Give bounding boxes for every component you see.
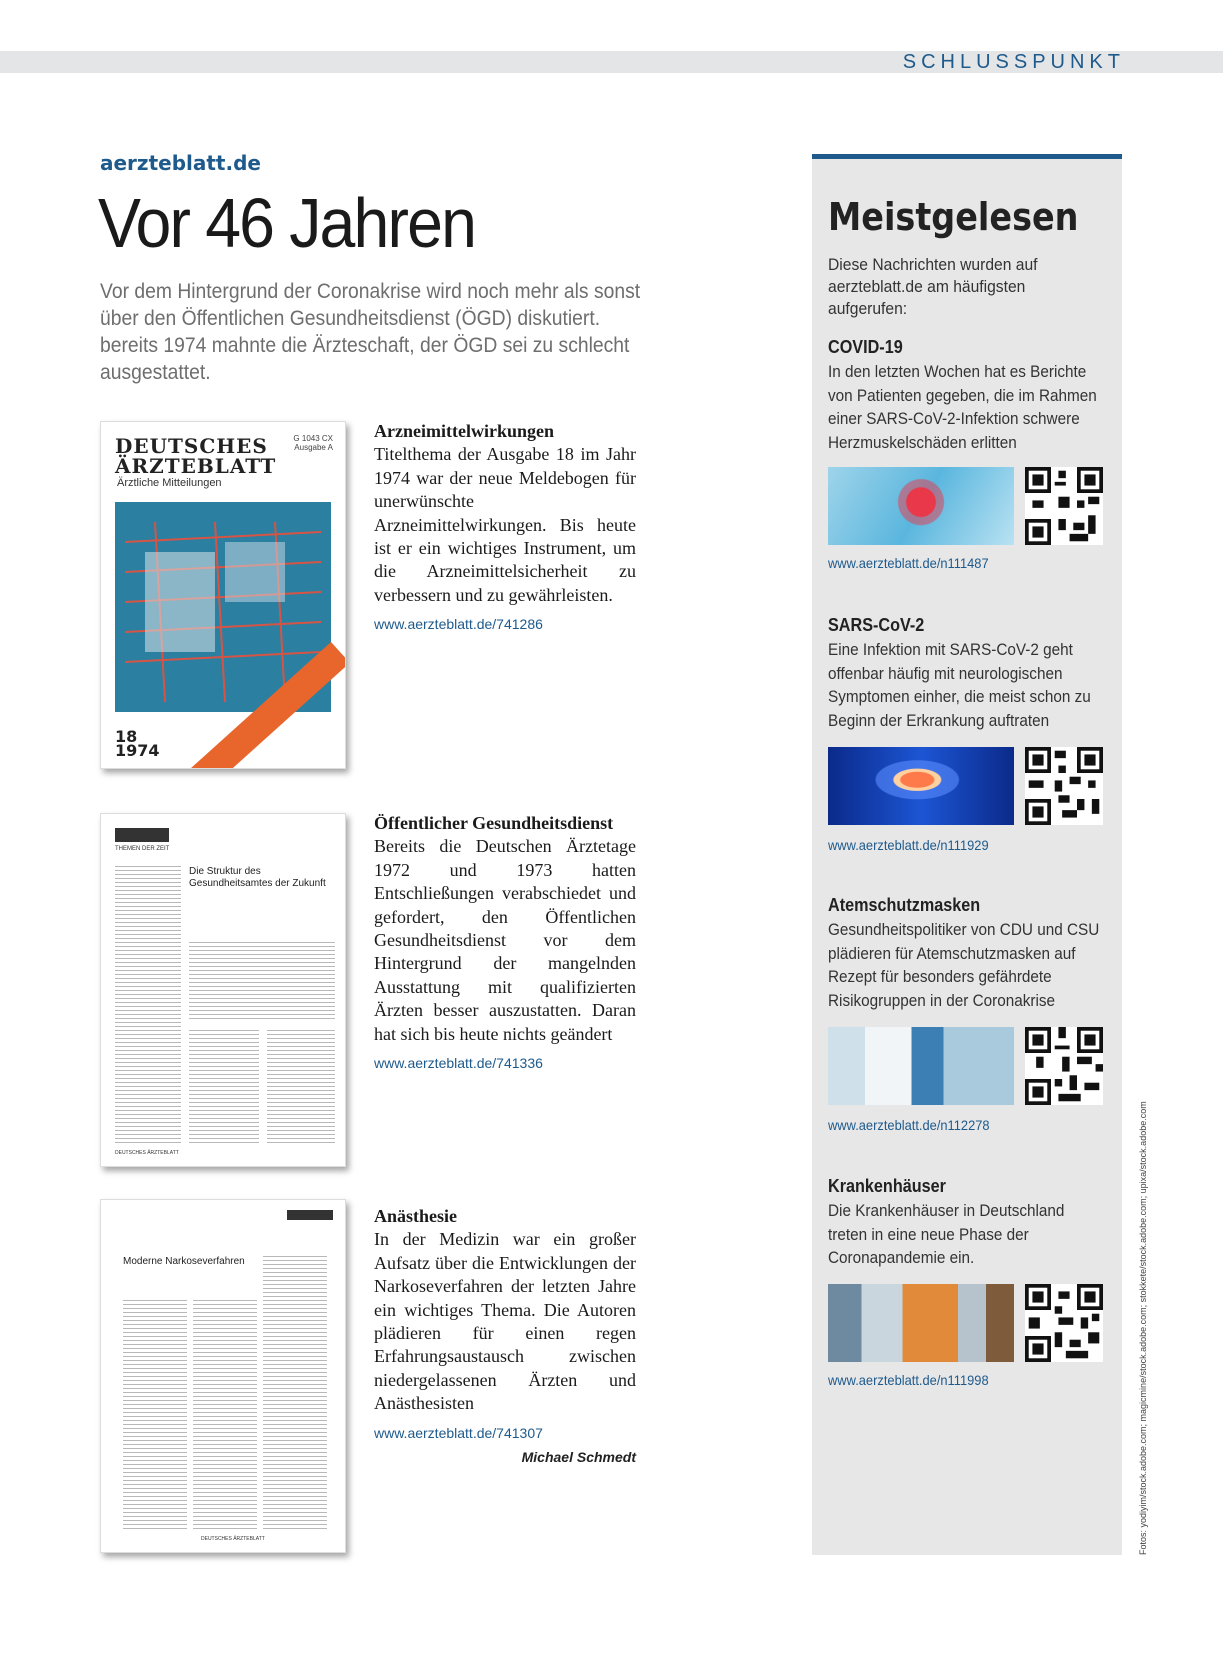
- sidebar-title: Meistgelesen: [828, 195, 1079, 239]
- page-title: Die Struktur des Gesundheitsamtes der Zukunft: [189, 866, 326, 889]
- doctor-photo: [828, 1027, 1014, 1105]
- cover-issue: 18 1974: [115, 727, 160, 760]
- sidebar-meistgelesen: [812, 154, 1122, 1555]
- item-link[interactable]: www.aerzteblatt.de/n111998: [828, 1372, 989, 1388]
- item-link[interactable]: www.aerzteblatt.de/n111929: [828, 837, 989, 853]
- magazine-cover-1974: [100, 421, 346, 769]
- item-text: Die Krankenhäuser in Deutschland treten in eine neue Phase der Coronapandemie ein.: [828, 1201, 1065, 1267]
- qr-code-icon[interactable]: [1025, 1027, 1103, 1105]
- article-body: In der Medizin war ein großer Aufsatz über die Entwicklungen der Narkoseverfahren der letzten Jahre ein wichtiges Thema. Die Autoren plädieren für einen regen Erfahrungsaustausch zwischen niedergelassenen Ärzten und Anästhesisten: [374, 1229, 636, 1414]
- sidebar-intro: Diese Nachrichten wurden auf aerzteblatt.de am häufigsten aufgerufen:: [828, 255, 1038, 318]
- article-title: Öffentlicher Gesundheitsdienst: [374, 813, 614, 833]
- text-column: [263, 1256, 327, 1530]
- article-link[interactable]: www.aerzteblatt.de/741286: [374, 616, 543, 633]
- photo-credit: Fotos: yodiyim/stock.adobe.com; magicmine/stock.adobe.com; stokkete/stock.adobe.com; upixa/stock.adobe.com: [1138, 1101, 1148, 1555]
- article-arzneimittel: [374, 420, 636, 637]
- item-text: Eine Infektion mit SARS-CoV-2 geht offenbar häufig mit neurologischen Symptomen einher, die meist schon zu Beginn der Erkrankung auftraten: [828, 640, 1091, 730]
- item-link[interactable]: www.aerzteblatt.de/n112278: [828, 1117, 990, 1133]
- item-title: COVID-19: [828, 337, 903, 357]
- item-title: Atemschutzmasken: [828, 895, 981, 915]
- page-footer: DEUTSCHES ÄRZTEBLATT: [201, 1536, 265, 1542]
- text-column: [123, 1300, 187, 1530]
- cover-code: G 1043 CX Ausgabe A: [293, 434, 333, 452]
- cover-subtitle: Ärztliche Mitteilungen: [117, 477, 222, 489]
- heart-photo: [828, 467, 1014, 545]
- section-label: SCHLUSSPUNKT: [902, 51, 1125, 73]
- brain-photo: [828, 747, 1014, 825]
- item-text: In den letzten Wochen hat es Berichte von Patienten gegeben, die im Rahmen einer SARS-CoV-2-Infektion schwere Herzmuskelschäden erlitten: [828, 362, 1097, 452]
- sidebar-item-sarscov2: [828, 615, 1118, 853]
- article-body: Bereits die Deutschen Ärztetage 1972 und 1973 hatten Entschließungen verabschiedet und gefordert, den Öffentlichen Gesundheitsdienst vor dem Hintergrund der mangelnden Ausstattung mit qualifizierten Ärzten besser auszustatten. Daran hat sich bis heute nichts geändert: [374, 836, 636, 1044]
- item-title: Krankenhäuser: [828, 1176, 946, 1196]
- article-link[interactable]: www.aerzteblatt.de/741336: [374, 1055, 543, 1072]
- article-title: Anästhesie: [374, 1206, 458, 1226]
- item-link[interactable]: www.aerzteblatt.de/n111487: [828, 555, 989, 571]
- article-body: Titelthema der Ausgabe 18 im Jahr 1974 war der neue Meldebogen für unerwünschte Arzneimittelwirkungen. Bis heute ist er ein wichtiges Instrument, um die Arzneimittelsicherheit zu verbessern und zu gewährleisten.: [374, 444, 636, 605]
- sidebar-item-covid: [828, 337, 1118, 571]
- page-footer: DEUTSCHES ÄRZTEBLATT: [115, 1150, 179, 1156]
- article-anaesthesie: [374, 1205, 636, 1445]
- qr-code-icon[interactable]: [1025, 1284, 1103, 1362]
- page-label-bar: [287, 1210, 333, 1220]
- article-oegd: [374, 812, 636, 1075]
- item-title: SARS-CoV-2: [828, 615, 925, 635]
- hospital-photo: [828, 1284, 1014, 1362]
- article-link[interactable]: www.aerzteblatt.de/741307: [374, 1424, 543, 1441]
- item-text: Gesundheitspolitiker von CDU und CSU plädieren für Atemschutzmasken auf Rezept für besonders gefährdete Risikogruppen in der Coronakrise: [828, 920, 1100, 1010]
- magazine-page-1972: [100, 813, 346, 1167]
- article-title: Arzneimittelwirkungen: [374, 421, 554, 441]
- page-section: THEMEN DER ZEIT: [115, 846, 170, 852]
- sidebar-item-atemschutz: [828, 895, 1118, 1133]
- page-title: Moderne Narkoseverfahren: [123, 1256, 245, 1267]
- page-label-bar: [115, 828, 169, 842]
- cover-masthead: DEUTSCHES ÄRZTEBLATT: [115, 434, 277, 478]
- sidebar-item-krankenhaeuser: [828, 1176, 1118, 1388]
- lead-text: Vor dem Hintergrund der Coronakrise wird noch mehr als sonst über den Öffentlichen Gesundheitsdienst (ÖGD) diskutiert. bereits 1974 mahnte die Ärzteschaft, der ÖGD sei zu schlecht ausgestattet.: [100, 280, 641, 384]
- magazine-page-narkose: [100, 1199, 346, 1553]
- text-column: [189, 1030, 259, 1146]
- kicker: aerzteblatt.de: [100, 151, 261, 175]
- qr-code-icon[interactable]: [1025, 467, 1103, 545]
- text-column: [189, 942, 335, 1022]
- author: Michael Schmedt: [521, 1449, 636, 1465]
- text-column: [193, 1300, 257, 1530]
- text-column: [267, 1030, 335, 1146]
- headline: Vor 46 Jahren: [98, 184, 476, 262]
- text-column: [115, 866, 181, 1146]
- qr-code-icon[interactable]: [1025, 747, 1103, 825]
